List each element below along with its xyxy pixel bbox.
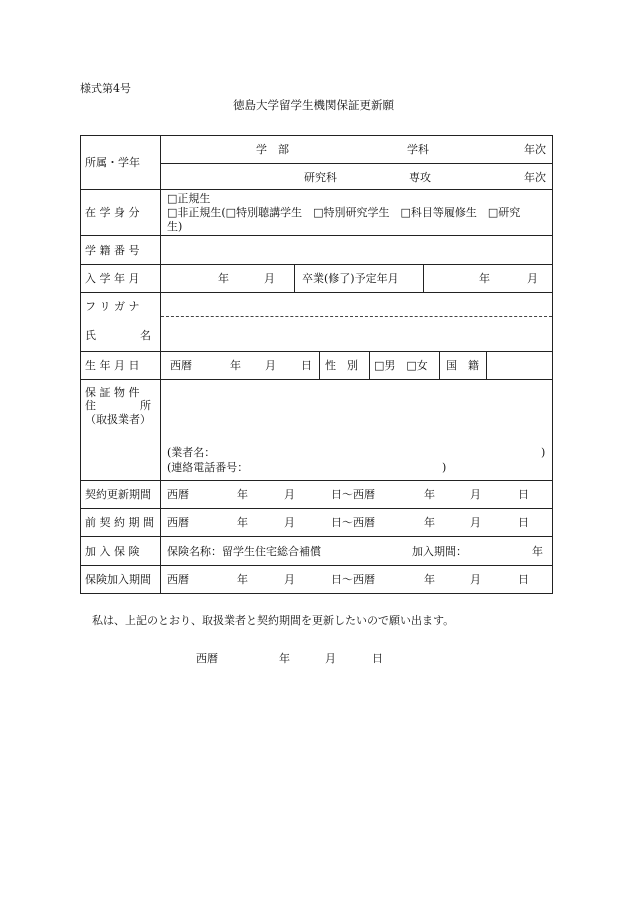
- agent-phone-close: ): [442, 461, 447, 475]
- form-number: 様式第4号: [80, 82, 131, 95]
- furigana-field[interactable]: [161, 293, 552, 316]
- property-label-line3: （取扱業者）: [85, 412, 151, 426]
- property-labels: [81, 380, 161, 481]
- renewal-month2: 月: [470, 488, 481, 502]
- enrollment-label: 入 学 年 月: [81, 265, 161, 293]
- graduate-school-label: 研究科: [304, 171, 337, 184]
- grad-year-unit: 年: [479, 272, 490, 286]
- birthdate-label: 生 年 月 日: [81, 352, 161, 380]
- regular-student-checkbox[interactable]: □正規生: [167, 192, 211, 205]
- signature-date-era: 西暦: [196, 652, 218, 665]
- student-id-field[interactable]: [161, 236, 553, 265]
- property-address-field[interactable]: [161, 380, 552, 480]
- ins-year1: 年: [237, 573, 248, 587]
- name-field[interactable]: [161, 316, 552, 351]
- prev-year1: 年: [237, 516, 248, 530]
- enroll-month-unit: 月: [264, 272, 275, 286]
- prev-month1: 月: [284, 516, 295, 530]
- insurance-label: 加 入 保 険: [81, 537, 161, 566]
- ins-era1: 西暦: [167, 573, 189, 587]
- renewal-day2: 日: [518, 488, 529, 502]
- furigana-label: フ リ ガ ナ: [85, 299, 140, 313]
- prev-day2: 日: [518, 516, 529, 530]
- signature-date-month: 月: [325, 652, 336, 665]
- major-label: 専攻: [409, 171, 431, 184]
- birth-era: 西暦: [170, 359, 192, 373]
- prev-month2: 月: [470, 516, 481, 530]
- property-label-line1: 保 証 物 件: [85, 386, 140, 400]
- student-id-label: 学 籍 番 号: [81, 236, 161, 265]
- renewal-year2: 年: [424, 488, 435, 502]
- insurance-years-unit: 年: [532, 545, 543, 559]
- birth-month-unit: 月: [265, 359, 276, 373]
- ins-month1: 月: [284, 573, 295, 587]
- graduation-label: 卒業(修了)予定年月: [302, 272, 399, 286]
- prev-era1: 西暦: [167, 516, 189, 530]
- agent-name-label: (業者名：: [167, 446, 216, 460]
- renewal-year1: 年: [237, 488, 248, 502]
- department-label: 学科: [407, 143, 429, 156]
- property-label-line2: 住 所: [85, 399, 151, 413]
- year-label-1: 年次: [524, 143, 546, 156]
- form-title: 徳島大学留学生機関保証更新願: [233, 98, 394, 112]
- nationality-label: 国 籍: [446, 359, 479, 373]
- birth-year-unit: 年: [230, 359, 241, 373]
- ins-year2: 年: [424, 573, 435, 587]
- agent-name-close: ): [541, 446, 546, 460]
- ins-month2: 月: [470, 573, 481, 587]
- agent-phone-label: (連絡電話番号：: [167, 461, 249, 475]
- gender-label: 性 別: [325, 359, 358, 373]
- renewal-day1-era2: 日～西暦: [331, 488, 375, 502]
- application-statement: 私は、上記のとおり、取扱業者と契約期間を更新したいので願い出ます。: [92, 614, 455, 627]
- grad-month-unit: 月: [527, 272, 538, 286]
- birth-day-unit: 日: [301, 359, 312, 373]
- gender-checkboxes[interactable]: □男 □女: [374, 359, 428, 373]
- insurance-name: 保険名称：留学生住宅総合補償: [167, 545, 321, 559]
- insurance-period-label: 加入期間：: [412, 545, 467, 559]
- year-label-2: 年次: [524, 171, 546, 184]
- ins-day1-era2: 日～西暦: [331, 573, 375, 587]
- enroll-year-unit: 年: [218, 272, 229, 286]
- signature-date-year: 年: [279, 652, 290, 665]
- application-form-table: [80, 135, 553, 594]
- renewal-era1: 西暦: [167, 488, 189, 502]
- affiliation-label: 所属・学年: [81, 136, 161, 190]
- insurance-period-row-label: 保険加入期間: [81, 566, 161, 594]
- renewal-month1: 月: [284, 488, 295, 502]
- name-labels: [81, 293, 161, 352]
- status-label: 在 学 身 分: [81, 190, 161, 236]
- ins-day2: 日: [518, 573, 529, 587]
- prev-year2: 年: [424, 516, 435, 530]
- contract-renewal-label: 契約更新期間: [81, 481, 161, 509]
- status-line3: 生): [167, 219, 183, 233]
- name-label: 氏 名: [85, 328, 151, 342]
- signature-date-day: 日: [372, 652, 383, 665]
- prev-day1-era2: 日～西暦: [331, 516, 375, 530]
- prev-contract-label: 前 契 約 期 間: [81, 509, 161, 537]
- faculty-label: 学 部: [256, 143, 289, 156]
- non-regular-student-options[interactable]: □非正規生(□特別聴講学生 □特別研究学生 □科目等履修生 □研究: [167, 205, 521, 219]
